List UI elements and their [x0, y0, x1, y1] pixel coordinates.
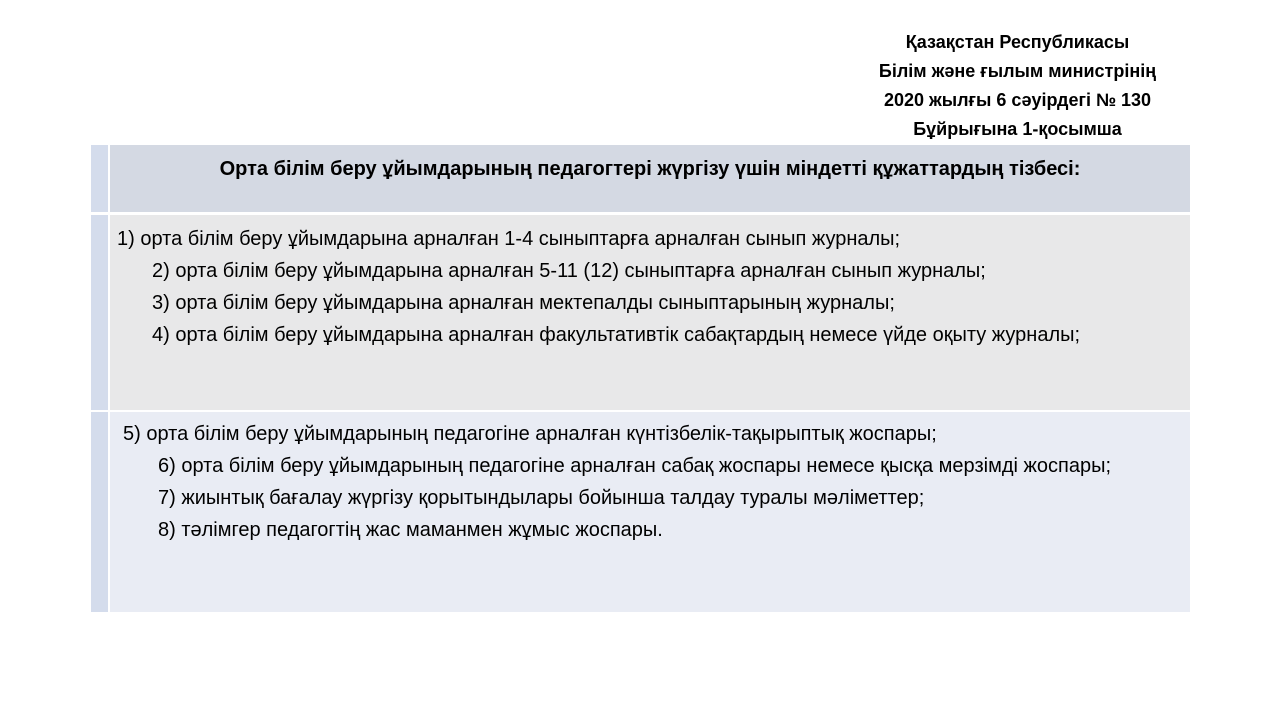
- list-item: 5) орта білім беру ұйымдарының педагогіне арналған күнтізбелік-тақырыптық жоспары;: [123, 423, 937, 445]
- list-item: 4) орта білім беру ұйымдарына арналған факультативтік сабақтардың немесе үйде оқыту журналы;: [152, 324, 1081, 346]
- heading-line-ministry: Білім және ғылым министрінің: [878, 61, 1157, 81]
- table-stub-row: [91, 212, 108, 410]
- table-header: Орта білім беру ұйымдарының педагогтері жүргізу үшін міндетті құжаттардың тізбесі:: [110, 145, 1190, 212]
- list-item: 3) орта білім беру ұйымдарына арналған мектепалды сыныптарының журналы;: [152, 292, 895, 314]
- list-item: 2) орта білім беру ұйымдарына арналған 5-11 (12) сыныптарға арналған сынып журналы;: [152, 260, 986, 282]
- heading-line-republic: Қазақстан Республикасы: [905, 32, 1130, 52]
- table-row-journals: [110, 212, 1190, 410]
- table-stub-header: [91, 145, 108, 212]
- list-item: 7) жиынтық бағалау жүргізу қорытындылары бойынша талдау туралы мәліметтер;: [158, 487, 925, 509]
- list-item: 1) орта білім беру ұйымдарына арналған 1-4 сыныптарға арналған сынып журналы;: [117, 228, 901, 250]
- list-item: 6) орта білім беру ұйымдарының педагогіне арналған сабақ жоспары немесе қысқа мерзімді жоспары;: [158, 455, 1111, 477]
- table-stub-row: [91, 410, 108, 612]
- list-item: 8) тәлімгер педагогтің жас маманмен жұмыс жоспары.: [158, 519, 663, 541]
- heading-line-appendix: Бұйрығына 1-қосымша: [913, 119, 1122, 139]
- documents-table: [91, 145, 1190, 612]
- heading-line-order-date: 2020 жылғы 6 сәуірдегі № 130: [883, 90, 1152, 110]
- table-row-plans: [110, 410, 1190, 612]
- appendix-heading: [835, 28, 1200, 144]
